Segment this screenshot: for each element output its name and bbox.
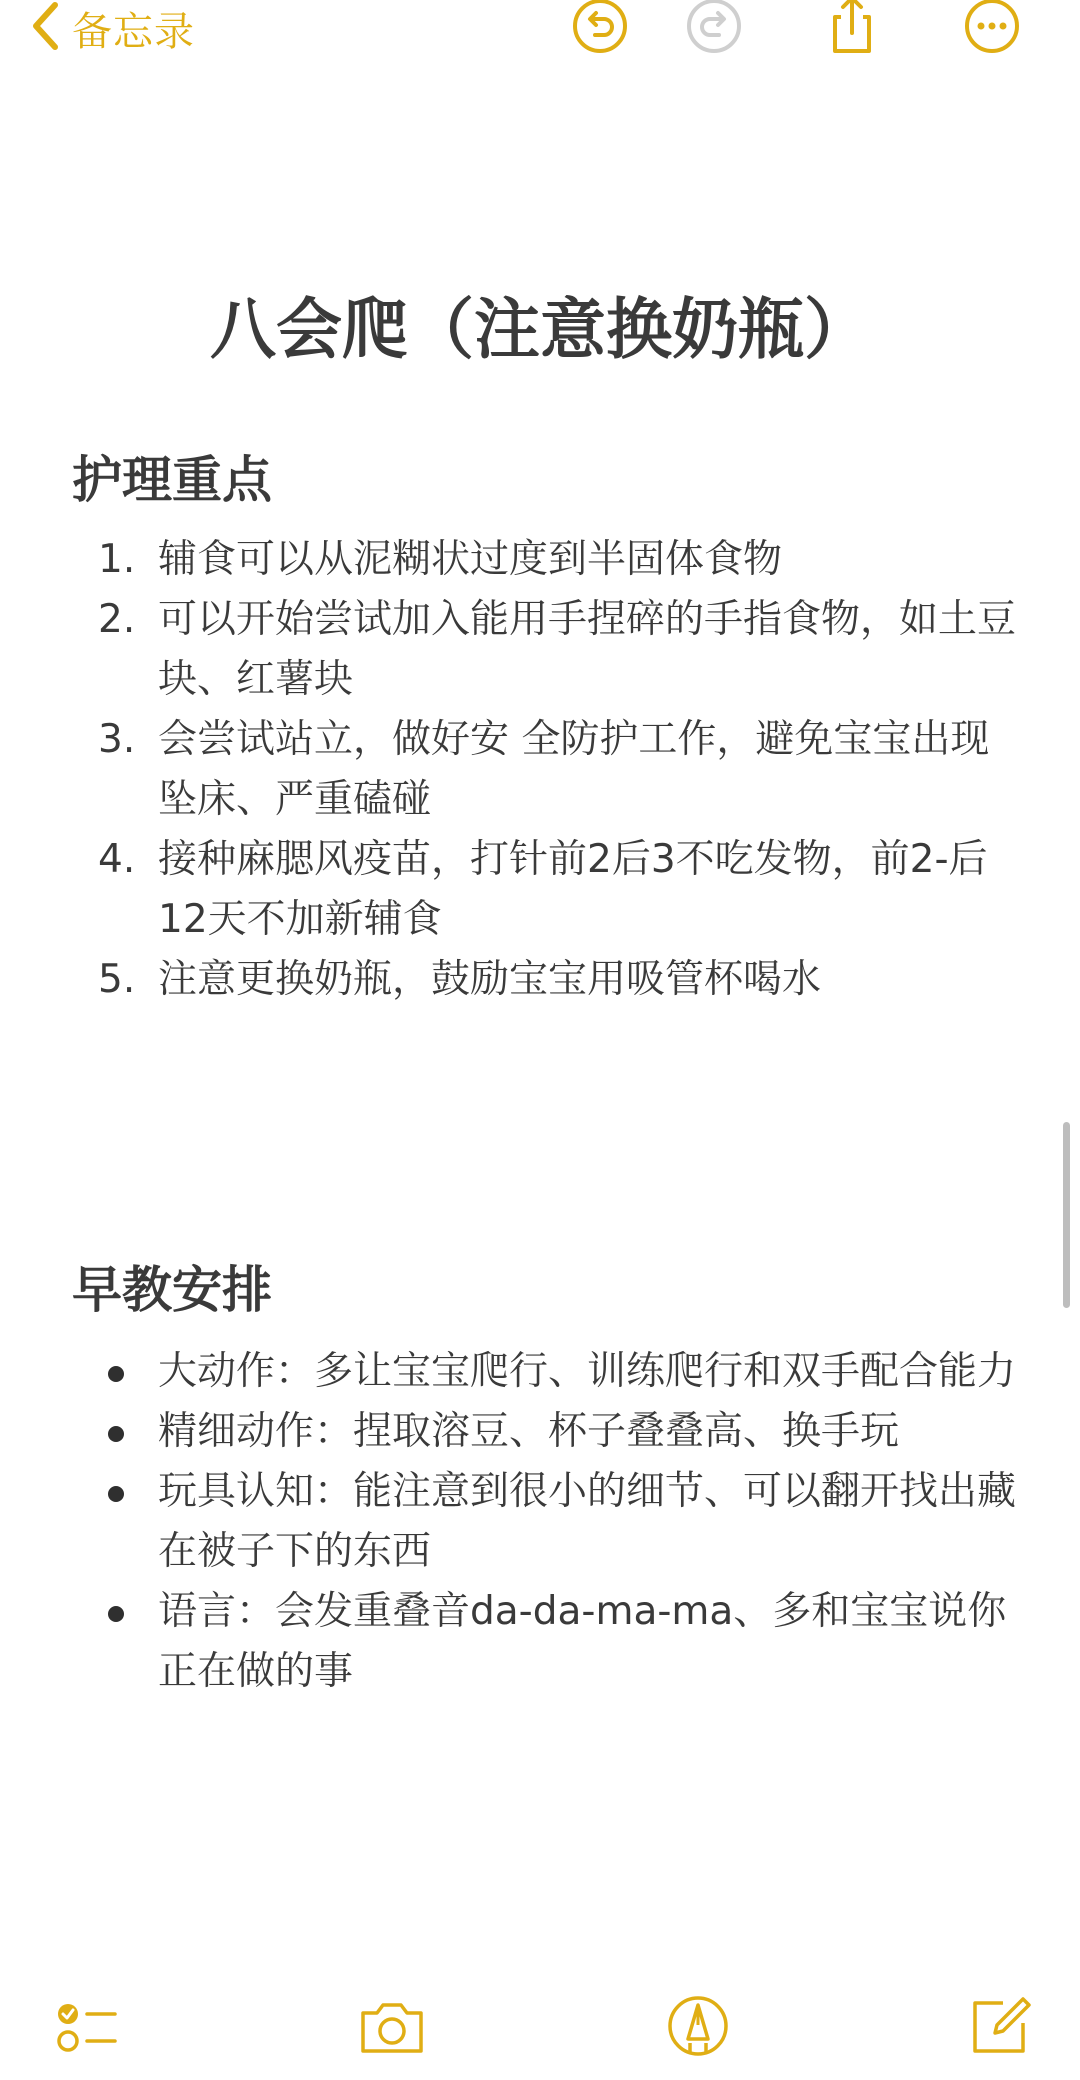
list-item-text: 大动作：多让宝宝爬行、训练爬行和双手配合能力 [158,1349,1017,1394]
list-item-text: 可以开始尝试加入能用手捏碎的手指食物，如土豆块、红薯块 [158,597,1017,702]
more-icon [963,0,1021,59]
bullet-dot [108,1486,124,1502]
list-number: 2. [98,597,136,642]
list-item-text: 接种麻腮风疫苗，打针前2后3不吃发物，前2-后12天不加新辅食 [158,837,988,942]
checklist-icon [51,1991,121,2065]
list-item [0,950,1080,1010]
list-item [0,530,1080,590]
share-icon [823,0,881,59]
list-item-text: 会尝试站立，做好安 全防护工作，避免宝宝出现坠床、严重磕碰 [158,717,990,822]
list-item [0,1402,1080,1462]
list-item-text: 语言：会发重叠音da-da-ma-ma、多和宝宝说你正在做的事 [158,1589,1007,1694]
undo-button[interactable] [570,0,630,56]
list-item-text: 注意更换奶瓶，鼓励宝宝用吸管杯喝水 [158,957,822,1002]
list-item-text: 辅食可以从泥糊状过度到半固体食物 [158,537,783,582]
list-item [0,590,1080,710]
markup-pen-icon [663,1991,733,2065]
care-list [0,530,1080,1010]
undo-icon [571,0,629,59]
back-button-label: 备忘录 [72,8,195,55]
list-item [0,1582,1080,1702]
list-number: 3. [98,717,136,762]
more-button[interactable] [962,0,1022,56]
bottom-toolbar [0,1990,1080,2080]
list-number: 5. [98,957,136,1002]
list-item [0,830,1080,950]
list-item [0,1462,1080,1582]
share-button[interactable] [822,0,882,56]
compose-icon [965,1991,1035,2065]
note-title: 八会爬（注意换奶瓶） [210,291,870,368]
bullet-dot [108,1366,124,1382]
compose-button[interactable] [962,1990,1038,2066]
section-heading-care: 护理重点 [72,451,272,509]
chevron-left-icon [28,1,62,55]
list-item-text: 玩具认知：能注意到很小的细节、可以翻开找出藏在被子下的东西 [158,1469,1017,1574]
list-item [0,710,1080,830]
bullet-dot [108,1426,124,1442]
section-heading-education: 早教安排 [72,1261,272,1319]
bullet-dot [108,1606,124,1622]
camera-icon [357,1991,427,2065]
list-number: 1. [98,537,136,582]
top-toolbar [0,0,1080,70]
markup-button[interactable] [660,1990,736,2066]
scrollbar[interactable] [1063,1122,1070,1308]
list-item-text: 精细动作：捏取溶豆、杯子叠叠高、换手玩 [158,1409,900,1454]
checklist-button[interactable] [48,1990,124,2066]
redo-button[interactable] [684,0,744,56]
education-list [0,1342,1080,1702]
list-item [0,1342,1080,1402]
list-number: 4. [98,837,136,882]
camera-button[interactable] [354,1990,430,2066]
back-button[interactable] [28,0,195,56]
redo-icon [685,0,743,59]
